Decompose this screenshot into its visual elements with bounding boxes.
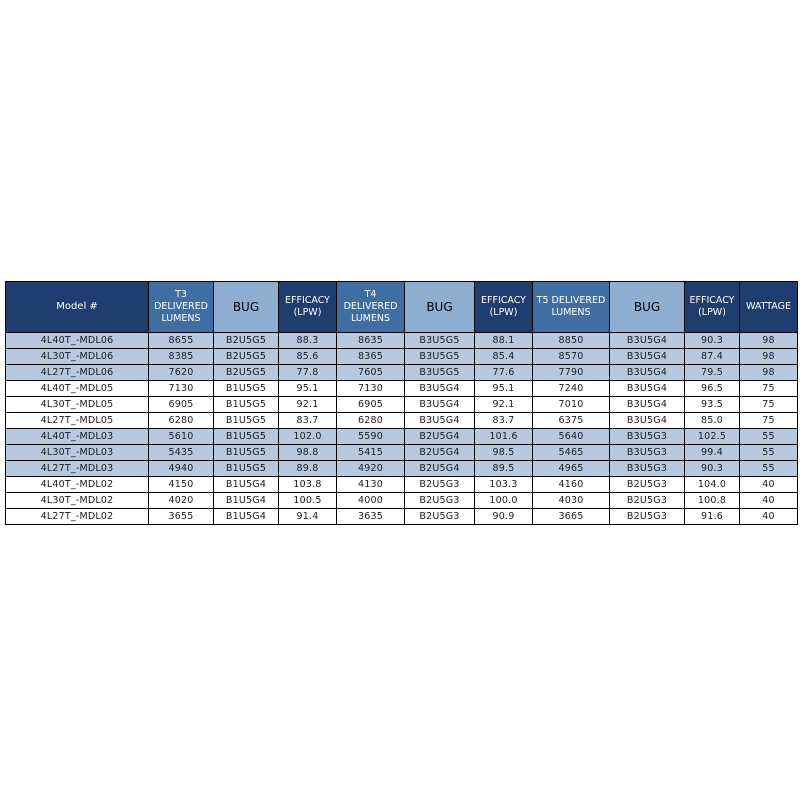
t3-bug-cell: B2U5G5 [214, 333, 279, 349]
table-row [6, 333, 798, 349]
t3-efficacy-cell: 85.6 [279, 349, 337, 365]
header-t5-bug: BUG [610, 282, 685, 333]
t3-efficacy-cell: 95.1 [279, 381, 337, 397]
t5-lumens-cell: 8570 [533, 349, 610, 365]
t4-bug-cell: B3U5G5 [405, 365, 475, 381]
t4-lumens-cell: 4130 [337, 477, 405, 493]
t4-lumens-cell: 3635 [337, 509, 405, 525]
t4-efficacy-cell: 85.4 [475, 349, 533, 365]
t5-bug-cell: B3U5G4 [610, 349, 685, 365]
t3-lumens-cell: 7130 [149, 381, 214, 397]
t4-lumens-cell: 5590 [337, 429, 405, 445]
t3-bug-cell: B1U5G4 [214, 509, 279, 525]
wattage-cell: 40 [740, 493, 798, 509]
t4-bug-cell: B2U5G3 [405, 493, 475, 509]
table-row [6, 445, 798, 461]
model-cell: 4L30T_-MDL02 [6, 493, 149, 509]
table-row [6, 477, 798, 493]
table-row [6, 365, 798, 381]
model-cell: 4L30T_-MDL03 [6, 445, 149, 461]
lumens-spec-table [5, 281, 798, 525]
t5-bug-cell: B2U5G3 [610, 477, 685, 493]
table-row [6, 381, 798, 397]
t5-lumens-cell: 7010 [533, 397, 610, 413]
wattage-cell: 40 [740, 477, 798, 493]
header-t3-bug: BUG [214, 282, 279, 333]
t3-efficacy-cell: 77.8 [279, 365, 337, 381]
t3-lumens-cell: 5610 [149, 429, 214, 445]
wattage-cell: 40 [740, 509, 798, 525]
t3-bug-cell: B1U5G5 [214, 397, 279, 413]
t3-efficacy-cell: 83.7 [279, 413, 337, 429]
t5-efficacy-cell: 93.5 [685, 397, 740, 413]
t3-efficacy-cell: 100.5 [279, 493, 337, 509]
t4-bug-cell: B2U5G4 [405, 445, 475, 461]
t5-efficacy-cell: 87.4 [685, 349, 740, 365]
t3-bug-cell: B1U5G4 [214, 493, 279, 509]
t3-bug-cell: B2U5G5 [214, 349, 279, 365]
t3-efficacy-cell: 103.8 [279, 477, 337, 493]
header-t4-efficacy: EFFICACY (LPW) [475, 282, 533, 333]
header-model: Model # [6, 282, 149, 333]
table-row [6, 509, 798, 525]
model-cell: 4L27T_-MDL03 [6, 461, 149, 477]
t3-lumens-cell: 4150 [149, 477, 214, 493]
t3-bug-cell: B1U5G4 [214, 477, 279, 493]
t5-efficacy-cell: 104.0 [685, 477, 740, 493]
t3-lumens-cell: 8655 [149, 333, 214, 349]
t4-bug-cell: B2U5G3 [405, 509, 475, 525]
t5-bug-cell: B3U5G3 [610, 461, 685, 477]
t5-efficacy-cell: 79.5 [685, 365, 740, 381]
t5-efficacy-cell: 90.3 [685, 461, 740, 477]
model-cell: 4L27T_-MDL02 [6, 509, 149, 525]
t3-efficacy-cell: 89.8 [279, 461, 337, 477]
t4-bug-cell: B2U5G3 [405, 477, 475, 493]
t4-efficacy-cell: 77.6 [475, 365, 533, 381]
wattage-cell: 55 [740, 429, 798, 445]
t3-lumens-cell: 7620 [149, 365, 214, 381]
t5-efficacy-cell: 102.5 [685, 429, 740, 445]
t5-bug-cell: B3U5G4 [610, 397, 685, 413]
wattage-cell: 75 [740, 381, 798, 397]
t4-efficacy-cell: 98.5 [475, 445, 533, 461]
t3-lumens-cell: 4940 [149, 461, 214, 477]
t3-bug-cell: B1U5G5 [214, 413, 279, 429]
table-body [6, 333, 798, 525]
table-row [6, 461, 798, 477]
t5-lumens-cell: 4965 [533, 461, 610, 477]
t5-bug-cell: B3U5G4 [610, 381, 685, 397]
t4-bug-cell: B3U5G4 [405, 397, 475, 413]
spec-table-container [5, 281, 797, 525]
t4-efficacy-cell: 95.1 [475, 381, 533, 397]
t3-lumens-cell: 5435 [149, 445, 214, 461]
t5-lumens-cell: 4160 [533, 477, 610, 493]
t4-bug-cell: B3U5G4 [405, 381, 475, 397]
header-t3-lumens: T3 DELIVERED LUMENS [149, 282, 214, 333]
wattage-cell: 75 [740, 413, 798, 429]
wattage-cell: 98 [740, 365, 798, 381]
t4-lumens-cell: 8365 [337, 349, 405, 365]
t5-bug-cell: B3U5G4 [610, 333, 685, 349]
t5-efficacy-cell: 99.4 [685, 445, 740, 461]
wattage-cell: 55 [740, 445, 798, 461]
t4-efficacy-cell: 103.3 [475, 477, 533, 493]
t5-lumens-cell: 5640 [533, 429, 610, 445]
t5-lumens-cell: 4030 [533, 493, 610, 509]
t3-lumens-cell: 8385 [149, 349, 214, 365]
model-cell: 4L27T_-MDL05 [6, 413, 149, 429]
t4-lumens-cell: 8635 [337, 333, 405, 349]
t3-efficacy-cell: 88.3 [279, 333, 337, 349]
t3-efficacy-cell: 91.4 [279, 509, 337, 525]
t5-lumens-cell: 7240 [533, 381, 610, 397]
header-t5-lumens: T5 DELIVERED LUMENS [533, 282, 610, 333]
t5-bug-cell: B3U5G3 [610, 445, 685, 461]
header-t4-lumens: T4 DELIVERED LUMENS [337, 282, 405, 333]
t4-lumens-cell: 6905 [337, 397, 405, 413]
t4-bug-cell: B3U5G4 [405, 413, 475, 429]
table-row [6, 397, 798, 413]
t5-efficacy-cell: 90.3 [685, 333, 740, 349]
model-cell: 4L30T_-MDL06 [6, 349, 149, 365]
t3-bug-cell: B2U5G5 [214, 365, 279, 381]
header-t4-bug: BUG [405, 282, 475, 333]
t4-lumens-cell: 4000 [337, 493, 405, 509]
t3-lumens-cell: 6905 [149, 397, 214, 413]
t3-lumens-cell: 3655 [149, 509, 214, 525]
t5-efficacy-cell: 100.8 [685, 493, 740, 509]
model-cell: 4L40T_-MDL03 [6, 429, 149, 445]
model-cell: 4L27T_-MDL06 [6, 365, 149, 381]
t5-efficacy-cell: 85.0 [685, 413, 740, 429]
t4-lumens-cell: 5415 [337, 445, 405, 461]
t5-lumens-cell: 5465 [533, 445, 610, 461]
t4-bug-cell: B3U5G5 [405, 349, 475, 365]
t5-bug-cell: B3U5G4 [610, 365, 685, 381]
wattage-cell: 98 [740, 349, 798, 365]
t4-lumens-cell: 7130 [337, 381, 405, 397]
header-wattage: WATTAGE [740, 282, 798, 333]
t4-lumens-cell: 4920 [337, 461, 405, 477]
t4-efficacy-cell: 88.1 [475, 333, 533, 349]
t3-bug-cell: B1U5G5 [214, 461, 279, 477]
t4-lumens-cell: 7605 [337, 365, 405, 381]
wattage-cell: 55 [740, 461, 798, 477]
header-row [6, 282, 798, 333]
t3-bug-cell: B1U5G5 [214, 429, 279, 445]
t3-efficacy-cell: 92.1 [279, 397, 337, 413]
t4-bug-cell: B2U5G4 [405, 429, 475, 445]
table-row [6, 413, 798, 429]
t4-efficacy-cell: 83.7 [475, 413, 533, 429]
t4-efficacy-cell: 100.0 [475, 493, 533, 509]
t3-efficacy-cell: 98.8 [279, 445, 337, 461]
header-t5-efficacy: EFFICACY (LPW) [685, 282, 740, 333]
t4-bug-cell: B3U5G5 [405, 333, 475, 349]
t4-efficacy-cell: 90.9 [475, 509, 533, 525]
t4-efficacy-cell: 92.1 [475, 397, 533, 413]
t5-lumens-cell: 7790 [533, 365, 610, 381]
t3-bug-cell: B1U5G5 [214, 381, 279, 397]
t4-bug-cell: B2U5G4 [405, 461, 475, 477]
model-cell: 4L40T_-MDL05 [6, 381, 149, 397]
t5-bug-cell: B3U5G4 [610, 413, 685, 429]
t4-efficacy-cell: 101.6 [475, 429, 533, 445]
wattage-cell: 75 [740, 397, 798, 413]
wattage-cell: 98 [740, 333, 798, 349]
table-row [6, 493, 798, 509]
t3-efficacy-cell: 102.0 [279, 429, 337, 445]
t5-lumens-cell: 8850 [533, 333, 610, 349]
table-row [6, 349, 798, 365]
t4-lumens-cell: 6280 [337, 413, 405, 429]
t5-bug-cell: B3U5G3 [610, 429, 685, 445]
t3-lumens-cell: 6280 [149, 413, 214, 429]
table-row [6, 429, 798, 445]
t5-lumens-cell: 6375 [533, 413, 610, 429]
header-t3-efficacy: EFFICACY (LPW) [279, 282, 337, 333]
t3-bug-cell: B1U5G5 [214, 445, 279, 461]
t5-bug-cell: B2U5G3 [610, 509, 685, 525]
t4-efficacy-cell: 89.5 [475, 461, 533, 477]
model-cell: 4L40T_-MDL02 [6, 477, 149, 493]
model-cell: 4L30T_-MDL05 [6, 397, 149, 413]
t5-efficacy-cell: 96.5 [685, 381, 740, 397]
t5-bug-cell: B2U5G3 [610, 493, 685, 509]
t3-lumens-cell: 4020 [149, 493, 214, 509]
t5-efficacy-cell: 91.6 [685, 509, 740, 525]
t5-lumens-cell: 3665 [533, 509, 610, 525]
model-cell: 4L40T_-MDL06 [6, 333, 149, 349]
